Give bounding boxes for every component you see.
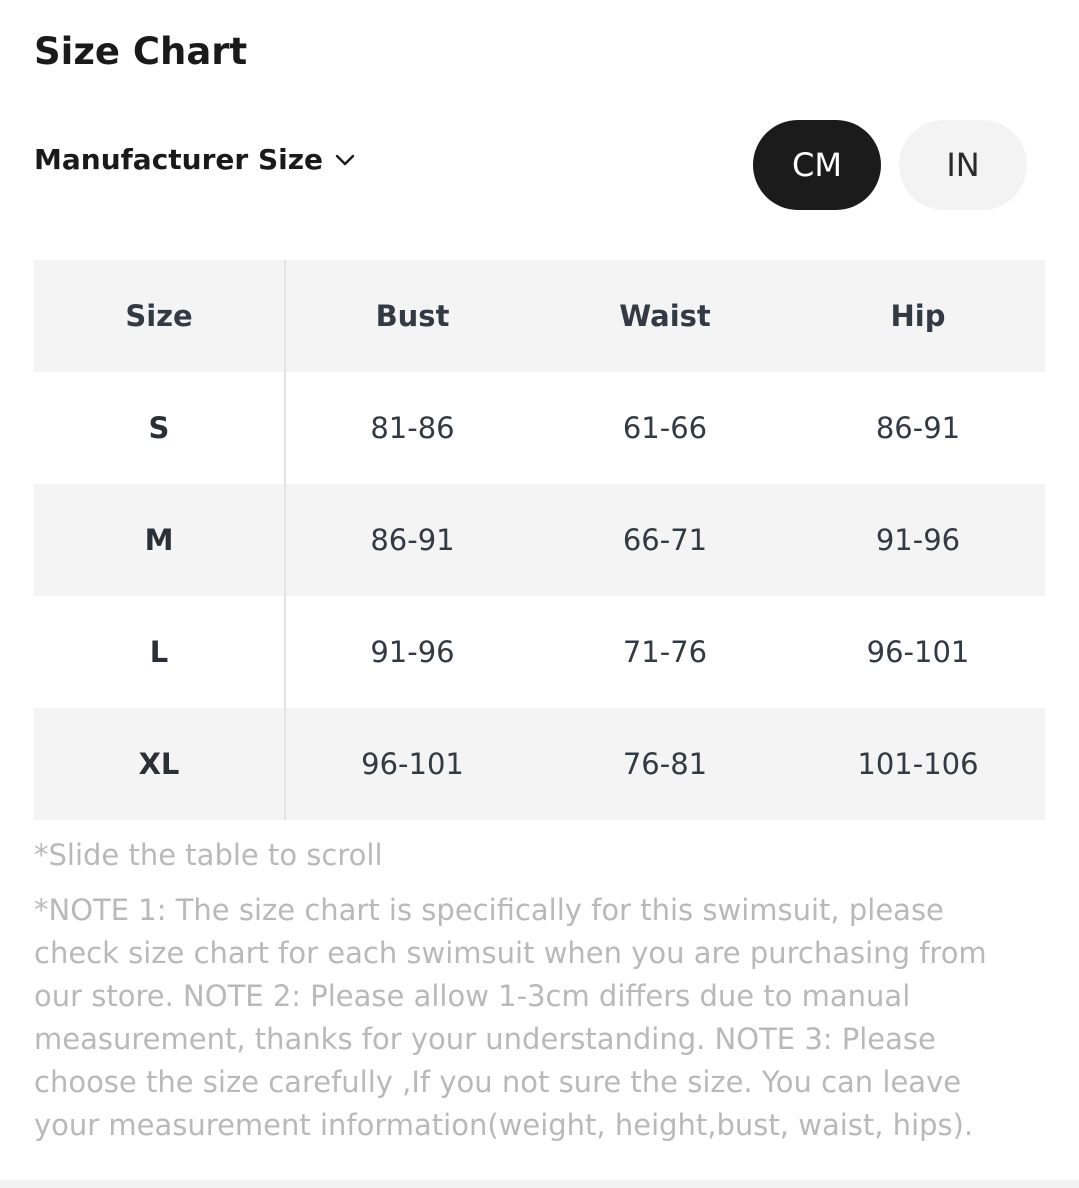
column-header-waist: Waist <box>539 260 791 372</box>
waist-cell: 71-76 <box>622 635 708 669</box>
hip-cell: 96-101 <box>866 635 970 669</box>
bust-cell: 81-86 <box>370 411 455 445</box>
chevron-down-icon <box>335 153 355 167</box>
waist-cell: 61-66 <box>622 411 708 445</box>
table-header-row <box>34 260 1045 372</box>
hip-cell: 86-91 <box>875 411 961 445</box>
size-table <box>34 260 1045 820</box>
size-cell: M <box>34 484 285 596</box>
bust-cell: 96-101 <box>285 708 539 820</box>
column-header-bust: Bust <box>285 260 539 372</box>
unit-cm-button[interactable]: CM <box>753 120 881 210</box>
size-cell: L <box>34 596 285 708</box>
waist-cell: 76-81 <box>539 708 791 820</box>
scroll-hint: *Slide the table to scroll <box>34 838 383 872</box>
table-row <box>34 708 1045 820</box>
column-header-size: Size <box>34 260 285 372</box>
hip-cell: 91-96 <box>791 484 1045 596</box>
page-title: Size Chart <box>34 30 248 73</box>
size-cell: XL <box>34 708 285 820</box>
hip-cell: 101-106 <box>791 708 1045 820</box>
column-header-hip: Hip <box>791 260 1045 372</box>
size-standard-dropdown[interactable] <box>34 143 355 176</box>
unit-in-button[interactable]: IN <box>899 120 1027 210</box>
bottom-divider <box>0 1180 1079 1188</box>
size-cell: S <box>34 372 285 484</box>
size-notes <box>34 834 1024 1147</box>
bust-cell: 91-96 <box>370 635 455 669</box>
size-table-scroll-container[interactable] <box>34 260 1045 820</box>
bust-cell: 86-91 <box>285 484 539 596</box>
unit-toggle <box>753 120 1027 210</box>
waist-cell: 66-71 <box>539 484 791 596</box>
size-standard-label: Manufacturer Size <box>34 143 324 176</box>
size-note-text: *NOTE 1: The size chart is specifically for this swimsuit, please check size chart for each swimsuit when you are purchasing from our store. NOTE 2: Please allow 1-3cm differs due to manual measurement, thanks for your understanding. NOTE 3: Please choose the size carefully ,If you not sure the size. You can leave your measurement information(weight, height,bust, waist, hips). <box>34 893 987 1142</box>
table-row <box>34 596 1045 708</box>
table-row <box>34 484 1045 596</box>
table-row <box>34 372 1045 484</box>
